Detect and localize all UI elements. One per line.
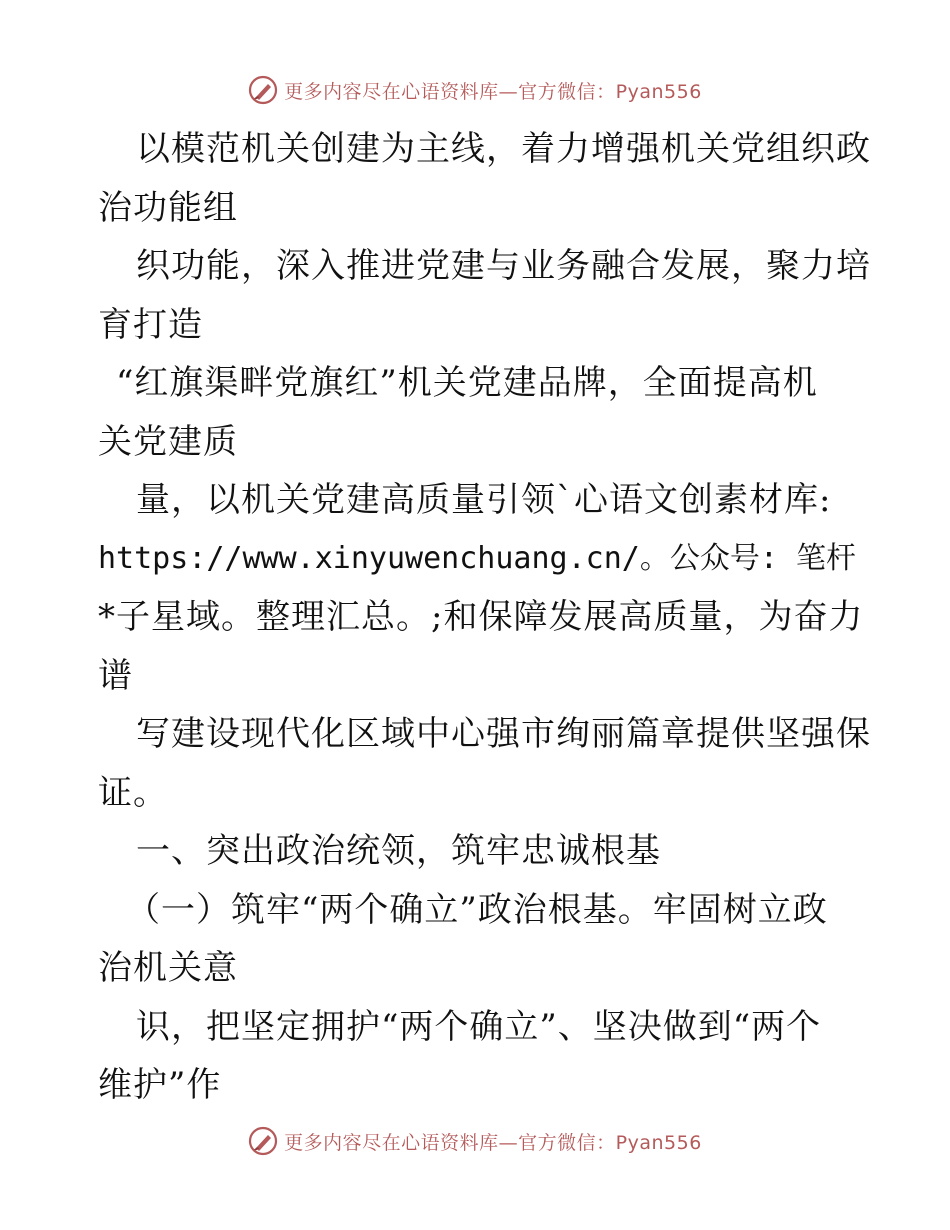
body-line: 育打造	[98, 304, 203, 345]
body-line: 治功能组	[98, 187, 238, 228]
body-line: 识，把坚定拥护“两个确立”、坚决做到“两个	[136, 1006, 822, 1047]
body-line: 以模范机关创建为主线，着力增强机关党组织政	[136, 129, 871, 169]
body-line: 谱	[98, 655, 133, 696]
brush-logo-icon	[248, 75, 278, 105]
body-line: 量，以机关党建高质量引领`心语文创素材库:	[136, 480, 832, 520]
wechat-id: Pyan556	[615, 80, 702, 103]
watermark-text: 更多内容尽在心语资料库—官方微信：Pyan556	[284, 80, 702, 103]
watermark-footer	[0, 1121, 950, 1161]
section-heading: 一、突出政治统领，筑牢忠诚根基	[136, 831, 661, 871]
body-line: 维护”作	[98, 1065, 222, 1105]
body-line: 织功能，深入推进党建与业务融合发展，聚力培	[136, 246, 871, 286]
body-line: 关党建质	[98, 421, 238, 462]
body-line: https://www.xinyuwenchuang.cn/。公众号: 笔杆	[98, 540, 856, 576]
body-line: 治机关意	[98, 948, 238, 988]
body-line: 证。	[98, 772, 168, 813]
wechat-id: Pyan556	[615, 1131, 702, 1154]
subsection-heading: （一）筑牢“两个确立”政治根基。牢固树立政	[126, 889, 828, 930]
watermark-text: 更多内容尽在心语资料库—官方微信：Pyan556	[284, 1131, 702, 1154]
body-line: “红旗渠畔党旗红”机关党建品牌，全面提高机	[116, 363, 818, 403]
body-line: *子星域。整理汇总。;和保障发展高质量，为奋力	[98, 597, 864, 637]
brush-logo-icon	[248, 1126, 278, 1156]
watermark-header	[0, 70, 950, 110]
document-body	[98, 120, 871, 1115]
body-line: 写建设现代化区域中心强市绚丽篇章提供坚强保	[136, 714, 871, 754]
